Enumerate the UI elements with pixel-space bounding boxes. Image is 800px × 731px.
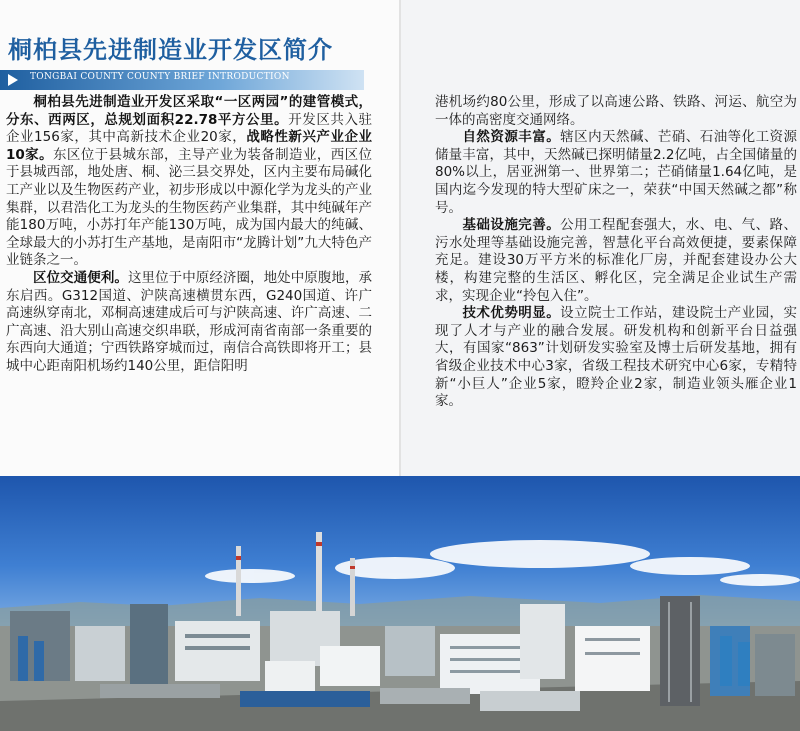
overview-lead: 桐柏县先进制造业开发区采取“一区两园”的建管模式，分东、西两区，总规划面积22.78平方公里。 (6, 94, 372, 128)
overview-text-b: 东区位于县城东部，主导产业为装备制造业，西区位于县城西部，地处唐、桐、泌三县交界处，区内主要布局碱化工产业以及生物医药产业，初步形成以中源化学为龙头的产业集群，以君浩化工为龙头的生物医药产业集群，其中纯碱年产能180万吨，小苏打年产能130万吨，成为国内最大的纯碱、全球最大的小苏打生产基地，是南阳市“龙腾计划”九大特色产业链条之一。 (6, 146, 372, 269)
right-column-text (435, 94, 797, 411)
transport-text-continued: 港机场约80公里，形成了以高速公路、铁路、河运、航空为一体的高密度交通网络。 (435, 94, 797, 128)
industrial-park-photo (0, 476, 800, 731)
infrastructure-text: 公用工程配套强大，水、电、气、路、污水处理等基础设施完善，智慧化平台高效便捷，要素保障充足。建设30万平方米的标准化厂房，并配套建设办公大楼，构建完整的生活区、孵化区，完全满足企业试生产需求，实现企业“拎包入住”。 (435, 217, 798, 304)
left-column-text (6, 94, 372, 376)
transport-text: 这里位于中原经济圈，地处中原腹地，承东启西。G312国道、沪陕高速横贯东西，G240国道、许广高速纵穿南北，邓桐高速建成后可与沪陕高速、许广高速、二广高速、沿大别山高速交织串联，形成河南省南部一条重要的东西向大通道；宁西铁路穿城而过，南信合高铁即将开工；县城中心距南阳机场约140公里，距信阳明 (6, 269, 373, 374)
transport-heading: 区位交通便利。 (33, 269, 128, 286)
paragraph-overview (6, 94, 372, 270)
resources-text: 辖区内天然碱、芒硝、石油等化工资源储量丰富，其中，天然碱已探明储量2.2亿吨，占全国储量的80%以上，居亚洲第一、世界第二；芒硝储量1.64亿吨，是国内迄今发现的特大型矿床之一，荣获“中国天然碱之都”称号。 (435, 129, 798, 216)
industrial-park-illustration (0, 476, 800, 731)
overview-text-a: 开发区共入驻企业156家，其中高新技术企业20家， (6, 111, 373, 146)
page-fold (399, 0, 401, 476)
infrastructure-heading: 基础设施完善。 (462, 217, 561, 234)
technology-text: 设立院士工作站，建设院士产业园，实现了人才与产业的融合发展。研发机构和创新平台日益强大，有国家“863”计划研发实验室及博士后研发基地，拥有省级企业技术中心3家，省级工程技术研究中心6家，专精特新“小巨人”企业5家，瞪羚企业2家，制造业领头雁企业1家。 (435, 305, 798, 410)
banner-arrow-icon (8, 74, 18, 86)
page-title: 桐柏县先进制造业开发区简介 (8, 36, 333, 64)
technology-heading: 技术优势明显。 (462, 305, 561, 322)
subtitle-text: TONGBAI COUNTY COUNTY BRIEF INTRODUCTION (30, 72, 290, 82)
clouds (205, 540, 800, 586)
paragraph-transport-continued (435, 94, 797, 129)
paragraph-infrastructure (435, 217, 797, 305)
overview-bold-b: 战略性新兴产业企业10家。 (6, 129, 372, 163)
resources-heading: 自然资源丰富。 (462, 129, 561, 146)
paragraph-technology (435, 305, 797, 411)
paragraph-resources (435, 129, 797, 217)
paragraph-transport (6, 270, 372, 376)
